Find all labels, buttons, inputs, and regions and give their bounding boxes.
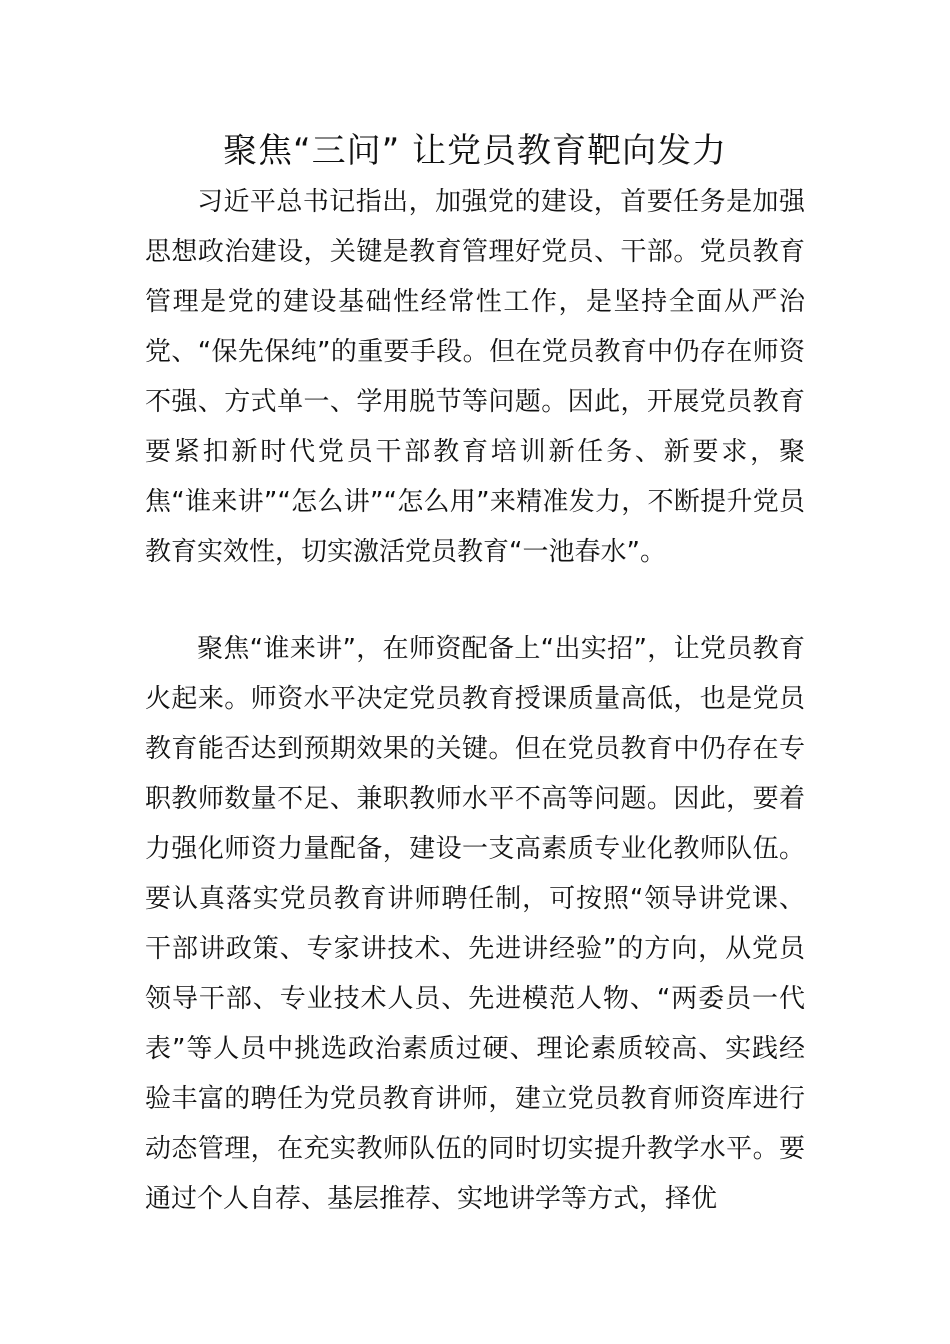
paragraph-intro: 习近平总书记指出，加强党的建设，首要任务是加强思想政治建设，关键是教育管理好党员、干部。党员教育管理是党的建设基础性经常性工作，是坚持全面从严治党、“保先保纯”的重要手段。但在党员教育中仍存在师资不强、方式单一、学用脱节等问题。因此，开展党员教育要紧扣新时代党员干部教育培训新任务、新要求，聚焦“谁来讲”“怎么讲”“怎么用”来精准发力，不断提升党员教育实效性，切实激活党员教育“一池春水”。 xyxy=(145,187,805,567)
document-title: 聚焦“三问” 让党员教育靶向发力 xyxy=(222,131,728,171)
paragraph-who-teaches: 聚焦“谁来讲”，在师资配备上“出实招”，让党员教育火起来。师资水平决定党员教育授课质量高低，也是党员教育能否达到预期效果的关键。但在党员教育中仍存在专职教师数量不足、兼职教师水平不高等问题。因此，要着力强化师资力量配备，建设一支高素质专业化教师队伍。要认真落实党员教育讲师聘任制，可按照“领导讲党课、干部讲政策、专家讲技术、先进讲经验”的方向，从党员领导干部、专业技术人员、先进模范人物、“两委员一代表”等人员中挑选政治素质过硬、理论素质较高、实践经验丰富的聘任为党员教育讲师，建立党员教育师资库进行动态管理，在充实教师队伍的同时切实提升教学水平。要通过个人自荐、基层推荐、实地讲学等方式，择优 xyxy=(145,634,805,1214)
